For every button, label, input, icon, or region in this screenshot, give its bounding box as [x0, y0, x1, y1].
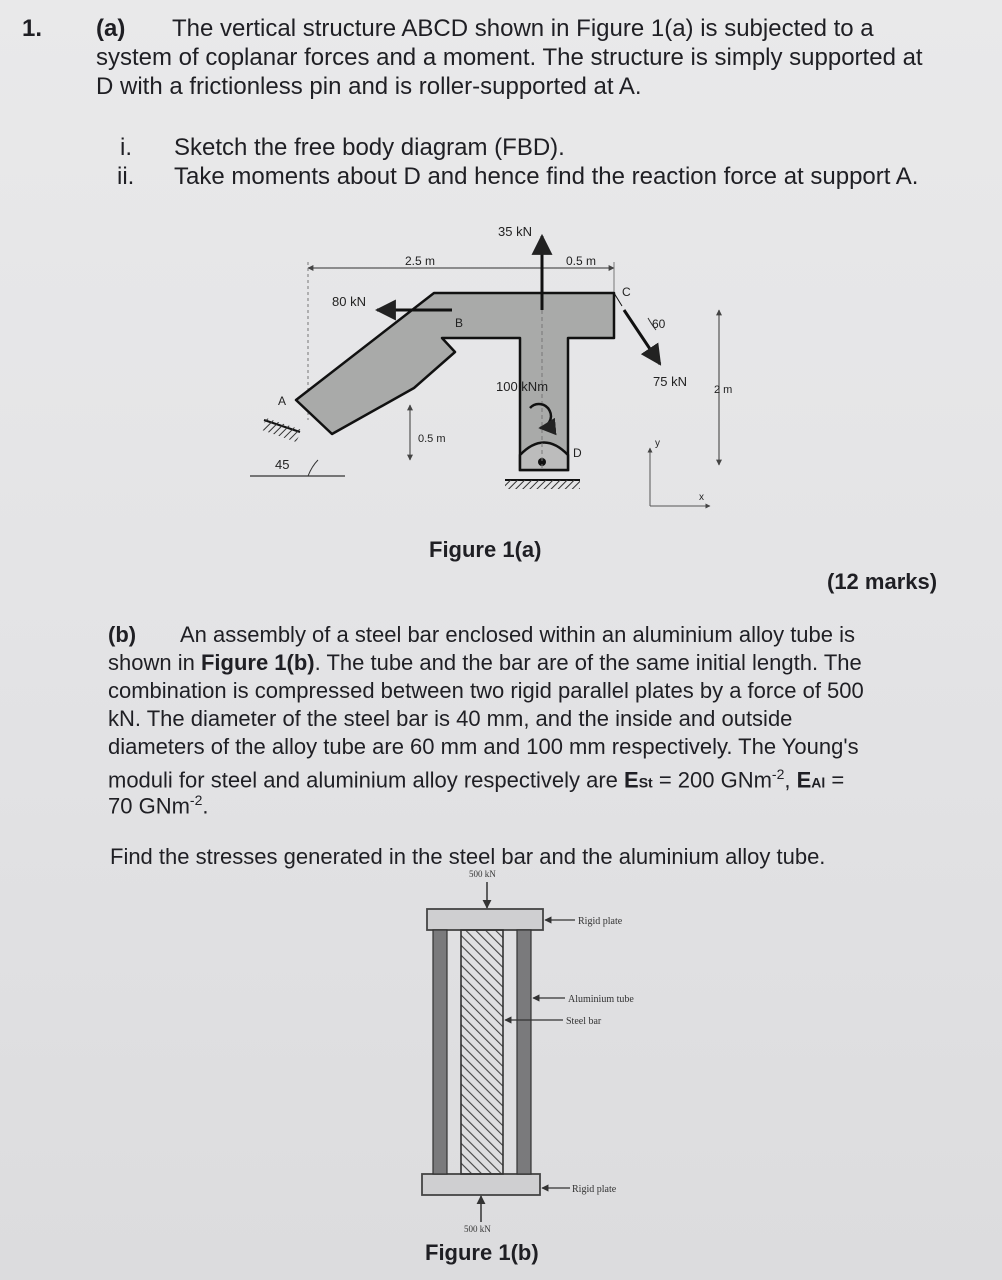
part-a-label: (a)	[96, 15, 126, 42]
force-top-label: 500 kN	[469, 869, 496, 879]
force-80kn-label: 80 kN	[332, 294, 366, 309]
part-b-line-4: kN. The diameter of the steel bar is 40 mm, and the inside and outside	[108, 706, 793, 731]
moment-100knm-label: 100 kNm	[496, 379, 549, 394]
aluminium-tube-left-wall	[433, 930, 447, 1174]
dim-0.5m-top-label: 0.5 m	[566, 254, 597, 268]
marks-label: (12 marks)	[827, 569, 938, 594]
question-number: 1.	[22, 15, 43, 42]
figure-1b-caption: Figure 1(b)	[425, 1240, 539, 1265]
label-d: D	[573, 446, 582, 460]
angle-60-label: 60	[652, 317, 666, 331]
part-b-line-3: combination is compressed between two rigid parallel plates by a force of 500	[108, 678, 864, 703]
force-75kn-label: 75 kN	[653, 374, 687, 389]
item-ii-marker: ii.	[117, 163, 135, 190]
part-b-label: (b)	[108, 622, 137, 647]
figure-1a-diagram	[0, 0, 1002, 540]
ground-d-hatch	[505, 480, 580, 489]
label-b: B	[455, 316, 464, 330]
part-b-find: Find the stresses generated in the steel bar and the aluminium alloy tube.	[110, 844, 826, 869]
axis-x-label: x	[699, 492, 704, 503]
item-ii-text: Take moments about D and hence find the reaction force at support A.	[174, 163, 919, 190]
part-b-line-2: shown in Figure 1(b). The tube and the bar are of the same initial length. The	[108, 650, 862, 675]
axis-y-label: y	[655, 438, 660, 449]
rigid-plate-bottom-label: Rigid plate	[572, 1184, 617, 1195]
rigid-plate-bottom	[422, 1174, 540, 1195]
steel-bar	[461, 930, 503, 1174]
part-b-line-7: 70 GNm$^{-2}$.	[108, 792, 209, 819]
rigid-plate-top	[427, 909, 543, 930]
part-b-line-6: moduli for steel and aluminium alloy respectively are ESt = 200 GNm$^{-2}$, EAl =	[108, 766, 845, 793]
item-i-marker: i.	[120, 134, 132, 161]
label-a: A	[278, 394, 287, 408]
item-i-text: Sketch the free body diagram (FBD).	[174, 134, 565, 161]
part-b-line-1: An assembly of a steel bar enclosed within an aluminium alloy tube is	[180, 622, 856, 647]
figure-1a-caption: Figure 1(a)	[429, 537, 542, 562]
aluminium-tube-label: Aluminium tube	[568, 994, 634, 1005]
dim-0.5m-left-label: 0.5 m	[418, 433, 446, 445]
steel-bar-label: Steel bar	[566, 1016, 602, 1027]
part-a-line-3: D with a frictionless pin and is roller-supported at A.	[96, 73, 642, 100]
part-a-line-2: system of coplanar forces and a moment. The structure is simply supported at	[96, 44, 923, 71]
rigid-plate-top-label: Rigid plate	[578, 916, 623, 927]
force-35kn-label: 35 kN	[498, 224, 532, 239]
figure-1b-ref: Figure 1(b)	[200, 650, 315, 675]
aluminium-tube-right-wall	[517, 930, 531, 1174]
dim-2.5m-label: 2.5 m	[405, 254, 436, 268]
angle-45-label: 45	[275, 457, 290, 472]
label-c: C	[622, 285, 631, 299]
dim-2m-label: 2 m	[714, 384, 733, 396]
figure-1b-diagram	[0, 860, 1002, 1280]
part-a-line-1: The vertical structure ABCD shown in Figure 1(a) is subjected to a	[172, 15, 874, 42]
force-bottom-label: 500 kN	[464, 1224, 491, 1234]
part-b-line-5: diameters of the alloy tube are 60 mm and 100 mm respectively. The Young's	[108, 734, 859, 759]
